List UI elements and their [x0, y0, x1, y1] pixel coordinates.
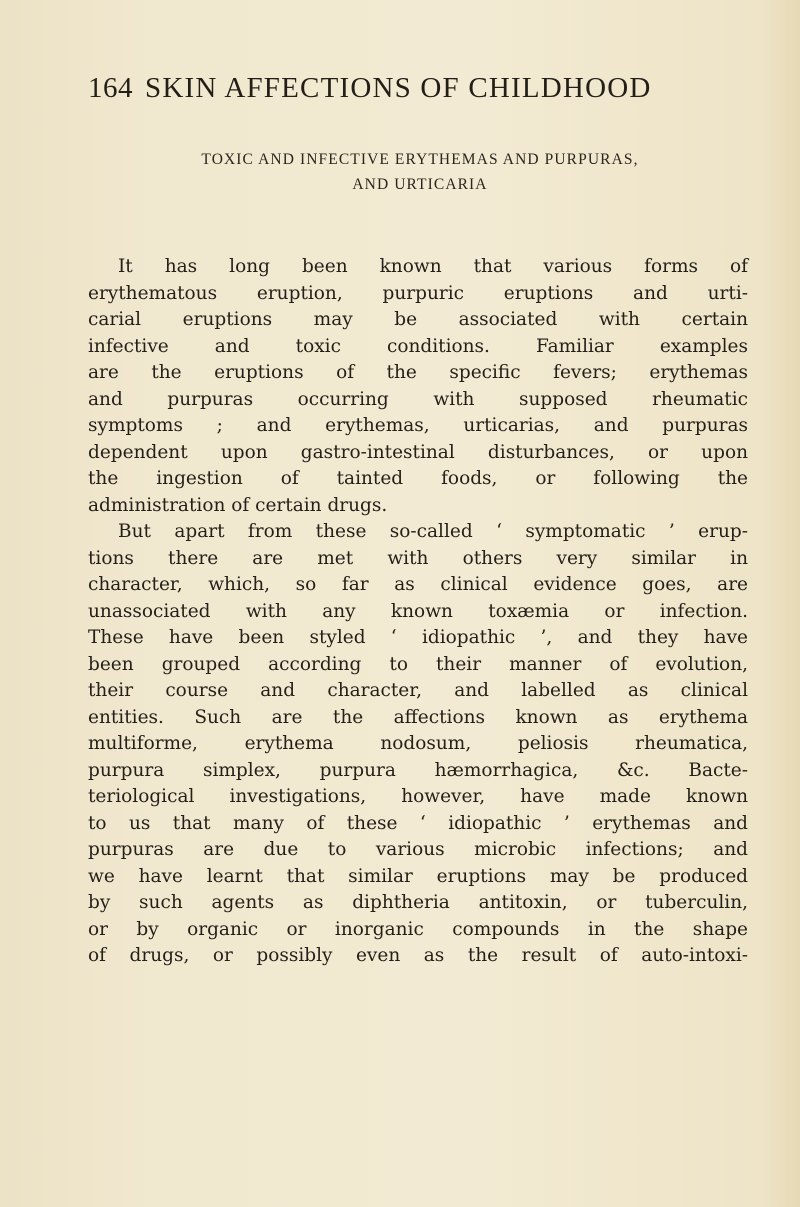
running-head: SKIN AFFECTIONS OF CHILDHOOD — [145, 72, 652, 104]
text-line: erythematous eruption, purpuric eruptions and urti- — [88, 282, 748, 304]
text-line: the ingestion of tainted foods, or following the — [88, 468, 748, 489]
text-line: administration of certain drugs. — [88, 494, 388, 516]
text-line: purpuras are due to various microbic infections; and — [88, 839, 748, 860]
text-line: purpura simplex, purpura hæmorrhagica, &c. Bacte- — [88, 759, 748, 781]
text-line: their course and character, and labelled as clinical — [88, 680, 748, 701]
text-line: unassociated with any known toxæmia or infection. — [88, 600, 748, 622]
text-line: to us that many of these ‘ idiopathic ’ erythemas and — [88, 812, 748, 834]
page-number: 164 — [88, 72, 133, 104]
text-line: carial eruptions may be associated with certain — [88, 309, 748, 330]
text-line: dependent upon gastro-intestinal disturbances, or upon — [88, 441, 748, 463]
text-line: But apart from these so-called ‘ symptomatic ’ erup- — [118, 521, 748, 542]
section-heading-line: TOXIC AND INFECTIVE ERYTHEMAS AND PURPURAS, — [201, 151, 639, 168]
text-line: infective and toxic conditions. Familiar examples — [88, 335, 748, 357]
text-line: tions there are met with others very similar in — [88, 547, 748, 569]
text-line: multiforme, erythema nodosum, peliosis rheumatica, — [88, 733, 748, 754]
text-line: symptoms ; and erythemas, urticarias, and purpuras — [88, 415, 748, 436]
text-line: character, which, so far as clinical evidence goes, are — [88, 574, 748, 595]
section-heading-line: AND URTICARIA — [352, 176, 488, 193]
text-line: of drugs, or possibly even as the result of auto-intoxi- — [88, 945, 748, 966]
text-line: teriological investigations, however, have made known — [88, 786, 748, 807]
text-line: are the eruptions of the specific fevers; erythemas — [88, 362, 748, 383]
body-text — [88, 254, 748, 970]
page-header — [88, 72, 748, 105]
text-line: or by organic or inorganic compounds in the shape — [88, 918, 748, 940]
text-line: These have been styled ‘ idiopathic ’, and they have — [88, 627, 748, 648]
section-heading — [100, 147, 740, 197]
text-line: by such agents as diphtheria antitoxin, or tuberculin, — [88, 892, 748, 913]
text-line: and purpuras occurring with supposed rheumatic — [88, 388, 748, 410]
text-line: entities. Such are the affections known as erythema — [88, 706, 748, 728]
text-line: It has long been known that various forms of — [118, 256, 748, 277]
text-line: been grouped according to their manner of evolution, — [88, 653, 748, 675]
text-line: we have learnt that similar eruptions may be produced — [88, 865, 748, 887]
